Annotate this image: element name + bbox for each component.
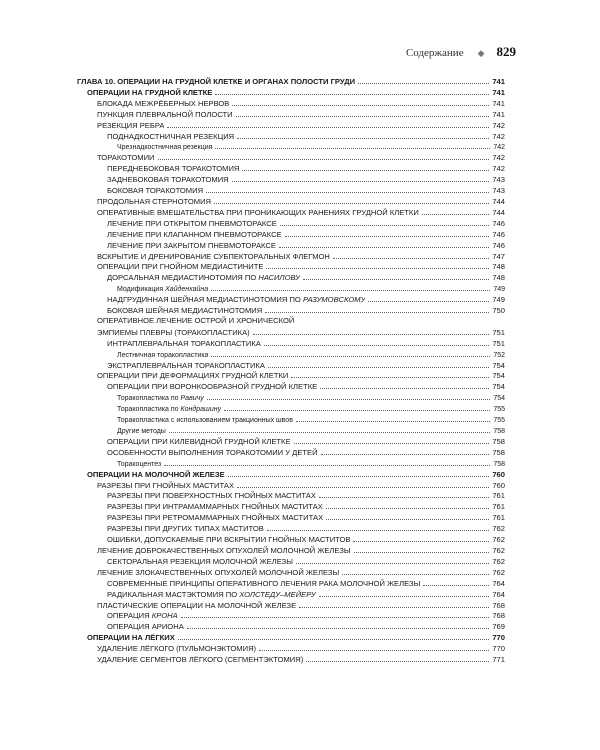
toc-entry-page: 749 — [492, 295, 505, 305]
toc-entry — [77, 458, 505, 469]
toc-entry-title: Торакопластика по Кондрашину — [117, 406, 222, 414]
toc-entry — [77, 589, 505, 600]
dot-leader — [178, 632, 489, 640]
toc-entry-page: 761 — [492, 513, 505, 523]
toc-entry-title: ДОРСАЛЬНАЯ МЕДИАСТИНОТОМИЯ ПО НАСИЛОВУ — [107, 273, 301, 283]
toc-entry-title: Модификация Хайденхайна — [117, 286, 209, 294]
toc-entry-page: 768 — [492, 611, 505, 621]
toc-entry-title: ОПЕРАЦИИ НА МОЛОЧНОЙ ЖЕЛЕЗЕ — [87, 469, 225, 479]
toc-entry — [77, 556, 505, 567]
toc-entry-title: ЛЕЧЕНИЕ ПРИ ЗАКРЫТОМ ПНЕВМОТОРАКСЕ — [107, 240, 276, 250]
toc-entry — [77, 185, 505, 196]
toc-entry-page: 754 — [492, 371, 505, 381]
toc-entry — [77, 632, 505, 643]
toc-entry-page: 768 — [492, 600, 505, 610]
toc-entry — [77, 109, 505, 120]
dot-leader — [326, 501, 490, 509]
toc-entry — [77, 621, 505, 632]
toc-entry-title: ЛЕЧЕНИЕ ЗЛОКАЧЕСТВЕННЫХ ОПУХОЛЕЙ МОЛОЧНОЙ ЖЕЛЕЗЫ — [97, 567, 340, 577]
toc-entry-title: ОПЕРАЦИИ ПРИ ДЕФОРМАЦИЯХ ГРУДНОЙ КЛЕТКИ — [97, 371, 289, 381]
dot-leader — [326, 512, 489, 520]
toc-entry-page: 770 — [492, 644, 505, 654]
toc-entry — [77, 425, 505, 436]
toc-entry-title: СЕКТОРАЛЬНАЯ РЕЗЕКЦИЯ МОЛОЧНОЙ ЖЕЛЕЗЫ — [107, 556, 293, 566]
toc-entry-page: 748 — [492, 262, 505, 272]
toc-entry-page: 742 — [492, 131, 505, 141]
dot-leader — [264, 338, 490, 346]
toc-entry-page: 764 — [492, 578, 505, 588]
toc-entry-page: 748 — [492, 273, 505, 283]
toc-entry — [77, 98, 505, 109]
toc-entry-title: УДАЛЕНИЕ ЛЁГКОГО (ПУЛЬМОНЭКТОМИЯ) — [97, 644, 257, 654]
toc-entry — [77, 294, 505, 305]
dot-leader — [167, 120, 489, 128]
dot-leader — [299, 600, 489, 608]
dot-leader — [206, 185, 489, 193]
toc-entry — [77, 436, 505, 447]
toc-entry-page: 742 — [492, 153, 505, 163]
dot-leader — [358, 76, 489, 84]
toc-entry-title: ОПЕРАЦИИ ПРИ ВОРОНКООБРАЗНОЙ ГРУДНОЙ КЛЕТКЕ — [107, 382, 318, 392]
toc-entry — [77, 327, 505, 338]
toc-entry-page: 741 — [492, 87, 505, 97]
toc-entry-page: 758 — [493, 460, 505, 468]
toc-entry — [77, 218, 505, 229]
toc-entry-title: ПУНКЦИЯ ПЛЕВРАЛЬНОЙ ПОЛОСТИ — [97, 109, 233, 119]
toc-entry-title: Торакопластика по Равичу — [117, 395, 204, 403]
toc-entry-page: 758 — [492, 447, 505, 457]
toc-entry — [77, 534, 505, 545]
toc-entry-title: НАДГРУДИННАЯ ШЕЙНАЯ МЕДИАСТИНОТОМИЯ ПО РАЗУМОВСКОМУ — [107, 295, 366, 305]
dot-leader — [211, 283, 490, 291]
toc-entry-page: 762 — [492, 545, 505, 555]
toc-entry-page: 744 — [492, 196, 505, 206]
toc-entry-title: Торакопластика с использованием тракционных швов — [117, 417, 293, 425]
toc-entry — [77, 87, 505, 98]
toc-entry — [77, 316, 505, 327]
toc-entry-title: ЛЕЧЕНИЕ ПРИ КЛАПАННОМ ПНЕВМОТОРАКСЕ — [107, 229, 282, 239]
dot-leader — [224, 403, 490, 411]
dot-leader — [265, 305, 489, 313]
toc-entry-title: ОПЕРАТИВНОЕ ЛЕЧЕНИЕ ОСТРОЙ И ХРОНИЧЕСКОЙ — [97, 315, 295, 325]
toc-entry-page: 770 — [492, 633, 505, 643]
toc-entry — [77, 163, 505, 174]
toc-entry-page: 762 — [492, 535, 505, 545]
toc-entry-title: РАЗРЕЗЫ ПРИ ПОВЕРХНОСТНЫХ ГНОЙНЫХ МАСТИТАХ — [107, 491, 316, 501]
dot-leader — [169, 425, 491, 433]
table-of-contents — [77, 76, 505, 665]
dot-leader — [294, 436, 490, 444]
dot-leader — [158, 152, 490, 160]
toc-entry-title: Лестничная торакопластика — [117, 351, 209, 359]
dot-leader — [353, 534, 489, 542]
dot-leader — [279, 240, 489, 248]
toc-entry — [77, 578, 505, 589]
toc-entry — [77, 600, 505, 611]
dot-leader — [368, 294, 489, 302]
toc-entry-title: РАДИКАЛЬНАЯ МАСТЭКТОМИЯ ПО ХОЛСТЕДУ–МЕЙЕРУ — [107, 589, 316, 599]
toc-entry-title: БОКОВАЯ ТОРАКОТОМИЯ — [107, 186, 204, 196]
toc-entry — [77, 360, 505, 371]
toc-entry-page: 752 — [493, 351, 505, 359]
toc-entry-page: 742 — [492, 164, 505, 174]
dot-leader — [187, 621, 490, 629]
toc-entry — [77, 229, 505, 240]
toc-entry-title: Другие методы — [117, 428, 166, 435]
dot-leader — [342, 567, 489, 575]
toc-entry-title: Чрезнадкостничная резекция — [117, 144, 213, 152]
toc-entry-title: БОКОВАЯ ШЕЙНАЯ МЕДИАСТИНОТОМИЯ — [107, 306, 263, 316]
toc-entry-title: РАЗРЕЗЫ ПРИ ДРУГИХ ТИПАХ МАСТИТОВ — [107, 524, 264, 534]
dot-leader — [164, 458, 490, 466]
toc-entry-page: 746 — [492, 229, 505, 239]
dot-leader — [232, 98, 489, 106]
toc-entry — [77, 469, 505, 480]
toc-entry-page: 760 — [492, 480, 505, 490]
toc-entry-page: 751 — [492, 327, 505, 337]
toc-entry-page: 755 — [493, 406, 505, 414]
toc-entry — [77, 196, 505, 207]
toc-entry — [77, 381, 505, 392]
toc-entry — [77, 370, 505, 381]
toc-entry-title: ЭМПИЕМЫ ПЛЕВРЫ (ТОРАКОПЛАСТИКА) — [97, 327, 250, 337]
toc-entry-page: 746 — [492, 240, 505, 250]
toc-entry — [77, 141, 505, 152]
toc-entry-title: ЛЕЧЕНИЕ ДОБРОКАЧЕСТВЕННЫХ ОПУХОЛЕЙ МОЛОЧНОЙ ЖЕЛЕЗЫ — [97, 545, 351, 555]
dot-leader — [253, 327, 490, 335]
dot-leader — [319, 589, 490, 597]
dot-leader — [259, 643, 489, 651]
toc-entry-page: 758 — [493, 428, 505, 435]
toc-entry — [77, 414, 505, 425]
page-number: 829 — [496, 44, 516, 59]
toc-entry-page: 746 — [492, 218, 505, 228]
dot-leader — [215, 87, 489, 95]
toc-entry-page: 743 — [492, 175, 505, 185]
dot-leader — [207, 392, 491, 400]
toc-entry-page: 771 — [492, 655, 505, 665]
toc-entry — [77, 251, 505, 262]
toc-entry-title: УДАЛЕНИЕ СЕГМЕНТОВ ЛЁГКОГО (СЕГМЕНТЭКТОМИЯ) — [97, 655, 304, 665]
toc-entry — [77, 545, 505, 556]
dot-leader — [211, 349, 490, 357]
toc-entry-title: ОШИБКИ, ДОПУСКАЕМЫЕ ПРИ ВСКРЫТИИ ГНОЙНЫХ МАСТИТОВ — [107, 535, 351, 545]
toc-entry — [77, 403, 505, 414]
toc-entry-title: ОПЕРАЦИИ НА ГРУДНОЙ КЛЕТКЕ — [87, 87, 213, 97]
toc-entry-page: 769 — [492, 622, 505, 632]
toc-entry-page: 762 — [492, 567, 505, 577]
toc-entry-title: ВСКРЫТИЕ И ДРЕНИРОВАНИЕ СУБПЕКТОРАЛЬНЫХ ФЛЕГМОН — [97, 251, 330, 261]
toc-entry-page: 749 — [493, 286, 505, 294]
dot-leader — [232, 174, 490, 182]
dot-leader — [215, 141, 490, 149]
dot-leader — [228, 469, 490, 477]
toc-entry-title: БЛОКАДА МЕЖРЁБЕРНЫХ НЕРВОВ — [97, 98, 230, 108]
dot-leader — [236, 109, 490, 117]
toc-entry — [77, 392, 505, 403]
dot-leader — [296, 414, 490, 422]
diamond-separator-icon: ◆ — [477, 49, 485, 59]
toc-entry-title: ОСОБЕННОСТИ ВЫПОЛНЕНИЯ ТОРАКОТОМИИ У ДЕТЕЙ — [107, 447, 318, 457]
toc-entry — [77, 654, 505, 665]
toc-entry — [77, 261, 505, 272]
dot-leader — [291, 370, 489, 378]
dot-leader — [423, 578, 489, 586]
toc-entry-page: 758 — [492, 436, 505, 446]
toc-entry-page: 741 — [492, 77, 505, 86]
dot-leader — [242, 163, 489, 171]
toc-entry-title: РЕЗЕКЦИЯ РЕБРА — [97, 120, 165, 130]
dot-leader — [306, 654, 489, 662]
toc-entry-page: 754 — [492, 382, 505, 392]
toc-entry-title: ПРОДОЛЬНАЯ СТЕРНОТОМИЯ — [97, 196, 212, 206]
dot-leader — [214, 196, 489, 204]
toc-entry-title: Торакоцентез — [117, 460, 162, 468]
toc-entry-page: 741 — [492, 109, 505, 119]
toc-entry-page: 761 — [492, 491, 505, 501]
running-header-title: Содержание — [405, 47, 464, 59]
dot-leader — [333, 251, 489, 259]
toc-entry-page: 762 — [492, 556, 505, 566]
toc-entry-title: ОПЕРАЦИИ ПРИ КИЛЕВИДНОЙ ГРУДНОЙ КЛЕТКЕ — [107, 436, 291, 446]
toc-entry — [77, 523, 505, 534]
toc-entry-page: 742 — [493, 144, 505, 152]
toc-entry — [77, 305, 505, 316]
dot-leader — [237, 131, 489, 139]
toc-entry-title: ОПЕРАЦИЯ АРИОНА — [107, 622, 184, 632]
dot-leader — [266, 261, 489, 269]
toc-entry-title: ПЛАСТИЧЕСКИЕ ОПЕРАЦИИ НА МОЛОЧНОЙ ЖЕЛЕЗЕ — [97, 600, 297, 610]
toc-entry-title: РАЗРЕЗЫ ПРИ РЕТРОМАММАРНЫХ ГНОЙНЫХ МАСТИТАХ — [107, 513, 324, 523]
dot-leader — [267, 523, 490, 531]
toc-entry-page: 754 — [493, 395, 505, 403]
toc-entry-title: ОПЕРАЦИЯ КРОНА — [107, 611, 178, 621]
toc-entry — [77, 610, 505, 621]
toc-entry-page: 747 — [492, 251, 505, 261]
toc-entry-title: СОВРЕМЕННЫЕ ПРИНЦИПЫ ОПЕРАТИВНОГО ЛЕЧЕНИЯ РАКА МОЛОЧНОЙ ЖЕЛЕЗЫ — [107, 578, 421, 588]
toc-entry-title: ОПЕРАЦИИ НА ЛЁГКИХ — [87, 633, 175, 643]
toc-entry-page: 750 — [492, 306, 505, 316]
toc-entry-title: ЛЕЧЕНИЕ ПРИ ОТКРЫТОМ ПНЕВМОТОРАКСЕ — [107, 218, 277, 228]
toc-entry — [77, 512, 505, 523]
toc-entry-page: 755 — [493, 417, 505, 425]
dot-leader — [354, 545, 490, 553]
dot-leader — [237, 480, 489, 488]
toc-entry — [77, 490, 505, 501]
toc-entry — [77, 131, 505, 142]
toc-entry-title: ТОРАКОТОМИИ — [97, 153, 155, 163]
toc-entry-page: 764 — [492, 589, 505, 599]
toc-entry — [77, 272, 505, 283]
toc-entry — [77, 207, 505, 218]
toc-entry-page: 751 — [492, 338, 505, 348]
toc-entry-page: 761 — [492, 502, 505, 512]
toc-entry — [77, 76, 505, 87]
toc-entry-title: РАЗРЕЗЫ ПРИ ГНОЙНЫХ МАСТИТАХ — [97, 480, 235, 490]
toc-entry-page: 754 — [492, 360, 505, 370]
toc-entry — [77, 240, 505, 251]
toc-entry-title: ОПЕРАЦИИ ПРИ ГНОЙНОМ МЕДИАСТИНИТЕ — [97, 262, 264, 272]
toc-entry-page: 741 — [492, 98, 505, 108]
toc-entry — [77, 174, 505, 185]
toc-entry-page: 744 — [492, 207, 505, 217]
dot-leader — [285, 229, 490, 237]
toc-entry — [77, 283, 505, 294]
toc-entry — [77, 567, 505, 578]
dot-leader — [280, 218, 490, 226]
toc-entry-page: 762 — [492, 524, 505, 534]
toc-entry — [77, 643, 505, 654]
toc-entry — [77, 152, 505, 163]
dot-leader — [268, 360, 489, 368]
toc-entry-title: ПЕРЕДНЕБОКОВАЯ ТОРАКОТОМИЯ — [107, 164, 240, 174]
toc-entry-page: 742 — [492, 120, 505, 130]
toc-entry-title: ОПЕРАТИВНЫЕ ВМЕШАТЕЛЬСТВА ПРИ ПРОНИКАЮЩИХ РАНЕНИЯХ ГРУДНОЙ КЛЕТКИ — [97, 207, 419, 217]
toc-entry-title: ЭКСТРАПЛЕВРАЛЬНАЯ ТОРАКОПЛАСТИКА — [107, 360, 265, 370]
toc-entry-page: 760 — [492, 469, 505, 479]
dot-leader — [320, 381, 489, 389]
toc-entry-title: ЗАДНЕБОКОВАЯ ТОРАКОТОМИЯ — [107, 175, 229, 185]
dot-leader — [422, 207, 490, 215]
dot-leader — [181, 610, 490, 618]
dot-leader — [321, 447, 490, 455]
toc-entry — [77, 338, 505, 349]
dot-leader — [297, 316, 502, 323]
toc-entry-title: ИНТРАПЛЕВРАЛЬНАЯ ТОРАКОПЛАСТИКА — [107, 338, 261, 348]
dot-leader — [303, 272, 489, 280]
toc-entry-title: ПОДНАДКОСТНИЧНАЯ РЕЗЕКЦИЯ — [107, 131, 235, 141]
toc-entry — [77, 349, 505, 360]
toc-entry-title: ГЛАВА 10. ОПЕРАЦИИ НА ГРУДНОЙ КЛЕТКЕ И ОРГАНАХ ПОЛОСТИ ГРУДИ — [77, 77, 356, 86]
dot-leader — [296, 556, 489, 564]
toc-entry — [77, 480, 505, 491]
running-header — [406, 44, 516, 60]
toc-entry-title: РАЗРЕЗЫ ПРИ ИНТРАМАММАРНЫХ ГНОЙНЫХ МАСТИТАХ — [107, 502, 323, 512]
toc-entry — [77, 120, 505, 131]
toc-entry — [77, 447, 505, 458]
toc-entry — [77, 501, 505, 512]
dot-leader — [319, 490, 489, 498]
toc-entry-page: 743 — [492, 186, 505, 196]
